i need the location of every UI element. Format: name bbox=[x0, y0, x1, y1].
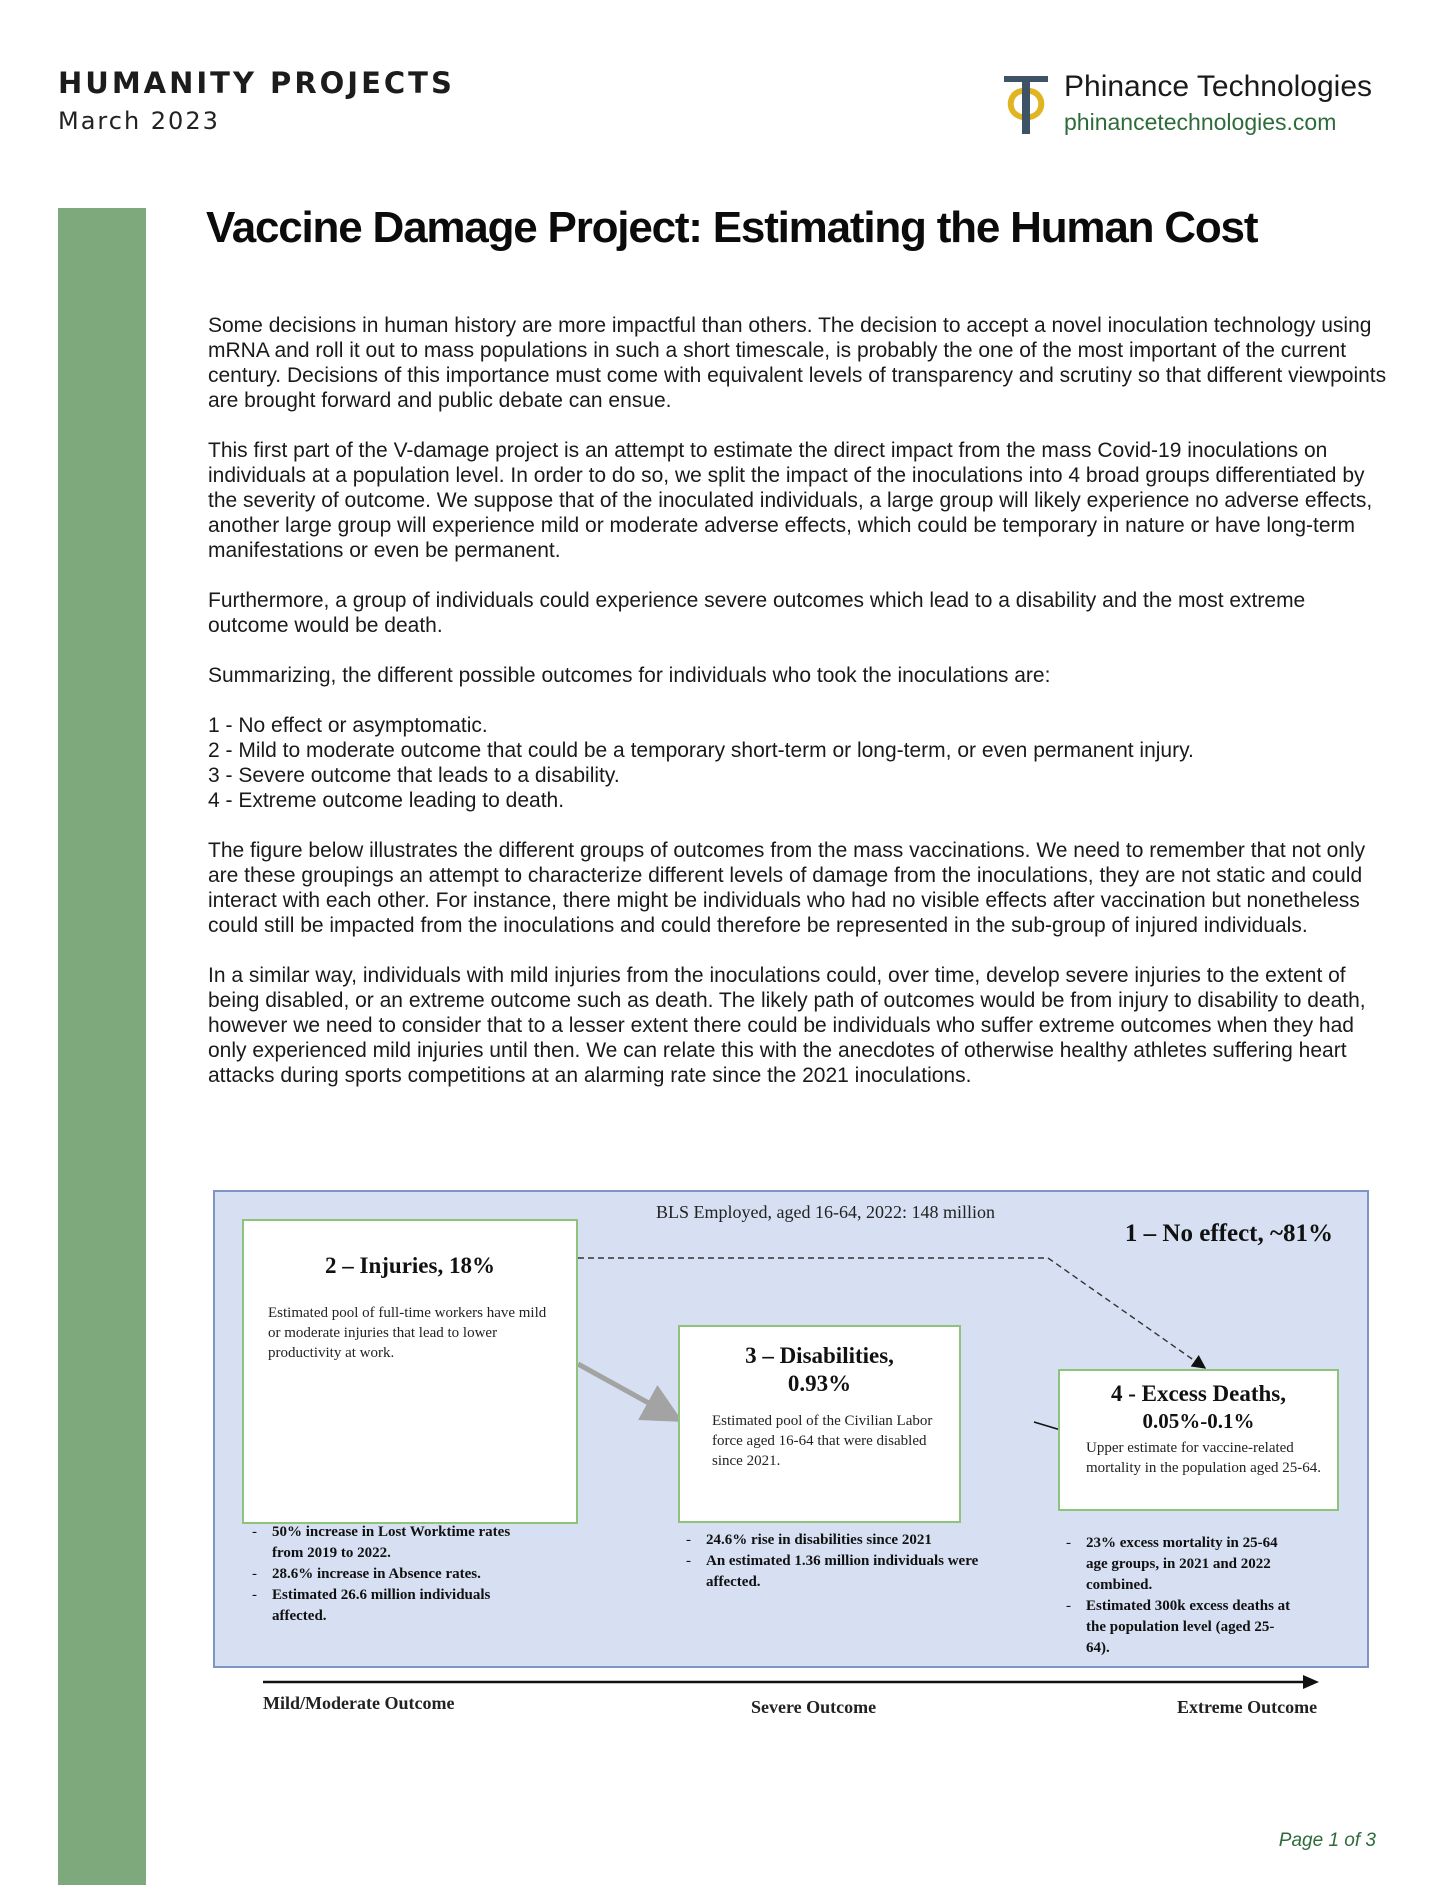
bullet-item: - An estimated 1.36 million individuals were affected. bbox=[686, 1551, 986, 1593]
paragraph-2: This first part of the V-damage project is an attempt to estimate the direct impact from the mass Covid-19 inoculations on individuals at a population level. In order to do so, we split the impact of the inoculations into 4 broad groups differentiated by the severity of outcome. We suppose that of the inoculated individuals, a large group will likely experience no adverse effects, another large group will experience mild or moderate adverse effects, which could be temporary in nature or have long-term manifestations or even be permanent. bbox=[208, 439, 1373, 562]
report-date: March 2023 bbox=[58, 107, 220, 135]
org-name: HUMANITY PROJECTS bbox=[58, 66, 455, 100]
disabilities-box bbox=[678, 1325, 961, 1523]
severity-axis-arrow bbox=[263, 1674, 1321, 1694]
bullet-item: - Estimated 26.6 million individuals affected. bbox=[252, 1585, 537, 1627]
figure-top-label: BLS Employed, aged 16-64, 2022: 148 million bbox=[656, 1202, 995, 1222]
axis-label-extreme: Extreme Outcome bbox=[1177, 1697, 1318, 1717]
deaths-desc: Upper estimate for vaccine-related mortality in the population aged 25-64. bbox=[1086, 1440, 1321, 1476]
injuries-title: 2 – Injuries, 18% bbox=[325, 1253, 495, 1278]
list-item: 2 - Mild to moderate outcome that could be a temporary short-term or long-term, or even permanent injury. bbox=[208, 739, 1194, 762]
sidebar-accent-bar bbox=[58, 208, 146, 1885]
article-body bbox=[208, 313, 1388, 1113]
disabilities-title-line1: 3 – Disabilities, bbox=[745, 1343, 894, 1368]
injuries-bullets bbox=[252, 1522, 537, 1627]
bullet-item: - 23% excess mortality in 25-64 age groups, in 2021 and 2022 combined. bbox=[1066, 1533, 1296, 1596]
list-item: 4 - Extreme outcome leading to death. bbox=[208, 789, 565, 812]
bullet-item: - 28.6% increase in Absence rates. bbox=[252, 1564, 537, 1585]
phi-logo-icon bbox=[998, 72, 1054, 136]
injuries-desc: Estimated pool of full-time workers have mild or moderate injuries that lead to lower productivity at work. bbox=[268, 1305, 547, 1361]
disabilities-title-line2: 0.93% bbox=[787, 1371, 852, 1396]
axis-label-severe: Severe Outcome bbox=[751, 1697, 877, 1717]
excess-deaths-box bbox=[1058, 1369, 1339, 1511]
no-effect-label: 1 – No effect, ~81% bbox=[1124, 1220, 1333, 1247]
disabilities-bullets bbox=[686, 1530, 986, 1593]
bullet-item: - Estimated 300k excess deaths at the population level (aged 25-64). bbox=[1066, 1596, 1296, 1659]
axis-label-mild: Mild/Moderate Outcome bbox=[263, 1693, 455, 1713]
list-item: 3 - Severe outcome that leads to a disability. bbox=[208, 764, 620, 787]
outcome-list bbox=[208, 713, 1388, 813]
list-item: 1 - No effect or asymptomatic. bbox=[208, 714, 488, 737]
page-title: Vaccine Damage Project: Estimating the Human Cost bbox=[206, 203, 1258, 252]
injury-to-disability-arrow bbox=[578, 1364, 674, 1417]
company-url[interactable]: phinancetechnologies.com bbox=[1064, 109, 1337, 135]
paragraph-5: The figure below illustrates the different groups of outcomes from the mass vaccinations. We need to remember that not only are these groupings an attempt to characterize different levels of damage from the inoculations, they are not static and could interact with each other. For instance, there might be individuals who had no visible effects after vaccination but nonetheless could still be impacted from the inoculations and could therefore be represented in the sub-group of injured individuals. bbox=[208, 839, 1366, 937]
injuries-box bbox=[242, 1219, 578, 1524]
paragraph-3: Furthermore, a group of individuals could experience severe outcomes which lead to a disability and the most extreme outcome would be death. bbox=[208, 589, 1306, 637]
deaths-title-line2: 0.05%-0.1% bbox=[1142, 1409, 1255, 1433]
deaths-title-line1: 4 - Excess Deaths, bbox=[1110, 1381, 1287, 1406]
disabilities-desc: Estimated pool of the Civilian Labor force aged 16-64 that were disabled since 2021. bbox=[712, 1413, 933, 1469]
paragraph-4: Summarizing, the different possible outcomes for individuals who took the inoculations are: bbox=[208, 664, 1051, 687]
paragraph-1: Some decisions in human history are more impactful than others. The decision to accept a novel inoculation technology using mRNA and roll it out to mass populations in such a short timescale, is probably the one of the most important of the current century. Decisions of this importance must come with equivalent levels of transparency and scrutiny so that different viewpoints are brought forward and public debate can ensue. bbox=[208, 314, 1387, 412]
bullet-item: - 50% increase in Lost Worktime rates from 2019 to 2022. bbox=[252, 1522, 537, 1564]
bullet-item: - 24.6% rise in disabilities since 2021 bbox=[686, 1530, 986, 1551]
company-name: Phinance Technologies bbox=[1064, 70, 1373, 103]
deaths-bullets bbox=[1066, 1533, 1296, 1659]
page-number: Page 1 of 3 bbox=[1278, 1830, 1376, 1851]
outcomes-figure bbox=[213, 1190, 1369, 1668]
paragraph-6: In a similar way, individuals with mild injuries from the inoculations could, over time, develop severe injuries to the extent of being disabled, or an extreme outcome such as death. The likely path of outcomes would be from injury to disability to death, however we need to consider that to a lesser extent there could be individuals who suffer extreme outcomes when they had only experienced mild injuries until then. We can relate this with the anecdotes of otherwise healthy athletes suffering heart attacks during sports competitions at an alarming rate since the 2021 inoculations. bbox=[208, 964, 1366, 1087]
